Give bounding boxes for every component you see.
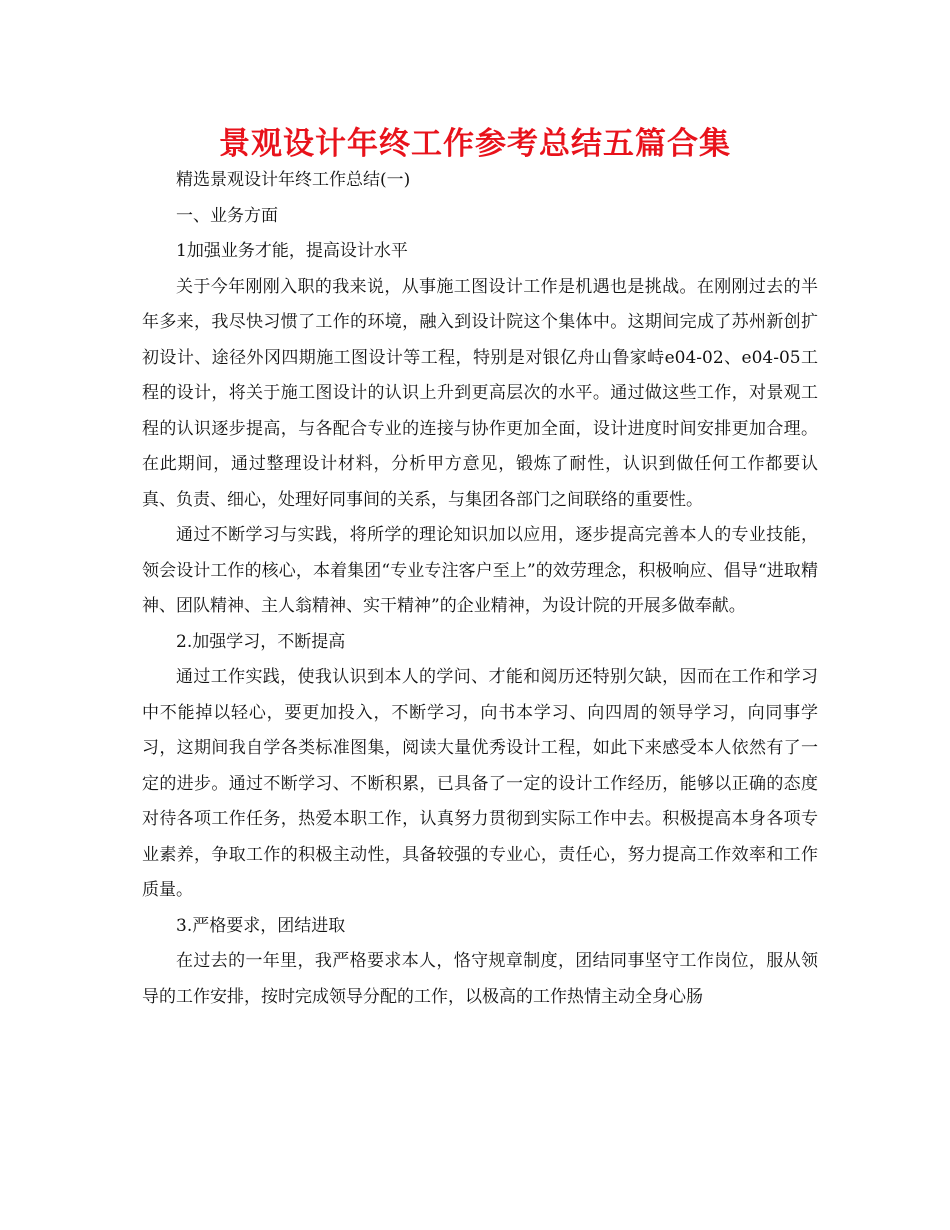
item-heading-3: 3.严格要求，团结进取 — [176, 915, 346, 936]
document-body — [142, 163, 818, 1015]
paragraph-1: 关于今年刚刚入职的我来说，从事施工图设计工作是机遇也是挑战。在刚刚过去的半年多来，我尽快习惯了工作的环境，融入到设计院这个集体中。这期间完成了苏州新创扩初设计、途径外冈四期施工图设计等工程，特别是对银亿舟山鲁家峙e04-02、e04-05工程的设计，将关于施工图设计的认识上升到更高层次的水平。通过做这些工作，对景观工程的认识逐步提高，与各配合专业的连接与协作更加全面，设计进度时间安排更加合理。在此期间，通过整理设计材料，分析甲方意见，锻炼了耐性，认识到做任何工作都要认真、负责、细心，处理好同事间的关系，与集团各部门之间联络的重要性。 — [142, 276, 818, 510]
item-heading-2: 2.加强学习，不断提高 — [176, 631, 346, 652]
item-heading-1: 1加强业务才能，提高设计水平 — [176, 241, 408, 261]
paragraph-4: 在过去的一年里，我严格要求本人，恪守规章制度，团结同事坚守工作岗位，服从领导的工作安排，按时完成领导分配的工作，以极高的工作热情主动全身心肠 — [142, 951, 818, 1007]
paragraph-2: 通过不断学习与实践，将所学的理论知识加以应用，逐步提高完善本人的专业技能，领会设计工作的核心，本着集团“专业专注客户至上”的效劳理念，积极响应、倡导“进取精神、团队精神、主人翁精神、实干精神”的企业精神，为设计院的开展多做奉献。 — [142, 525, 818, 616]
subtitle: 精选景观设计年终工作总结(一) — [176, 170, 411, 190]
section-heading-business: 一、业务方面 — [176, 205, 278, 226]
document-title: 景观设计年终工作参考总结五篇合集 — [219, 126, 731, 162]
paragraph-3: 通过工作实践，使我认识到本人的学问、才能和阅历还特别欠缺，因而在工作和学习中不能掉以轻心，要更加投入，不断学习，向书本学习、向四周的领导学习，向同事学习，这期间我自学各类标准图集，阅读大量优秀设计工程，如此下来感受本人依然有了一定的进步。通过不断学习、不断积累，已具备了一定的设计工作经历，能够以正确的态度对待各项工作任务，热爱本职工作，认真努力贯彻到实际工作中去。积极提高本身各项专业素养，争取工作的积极主动性，具备较强的专业心，责任心，努力提高工作效率和工作质量。 — [142, 667, 818, 900]
